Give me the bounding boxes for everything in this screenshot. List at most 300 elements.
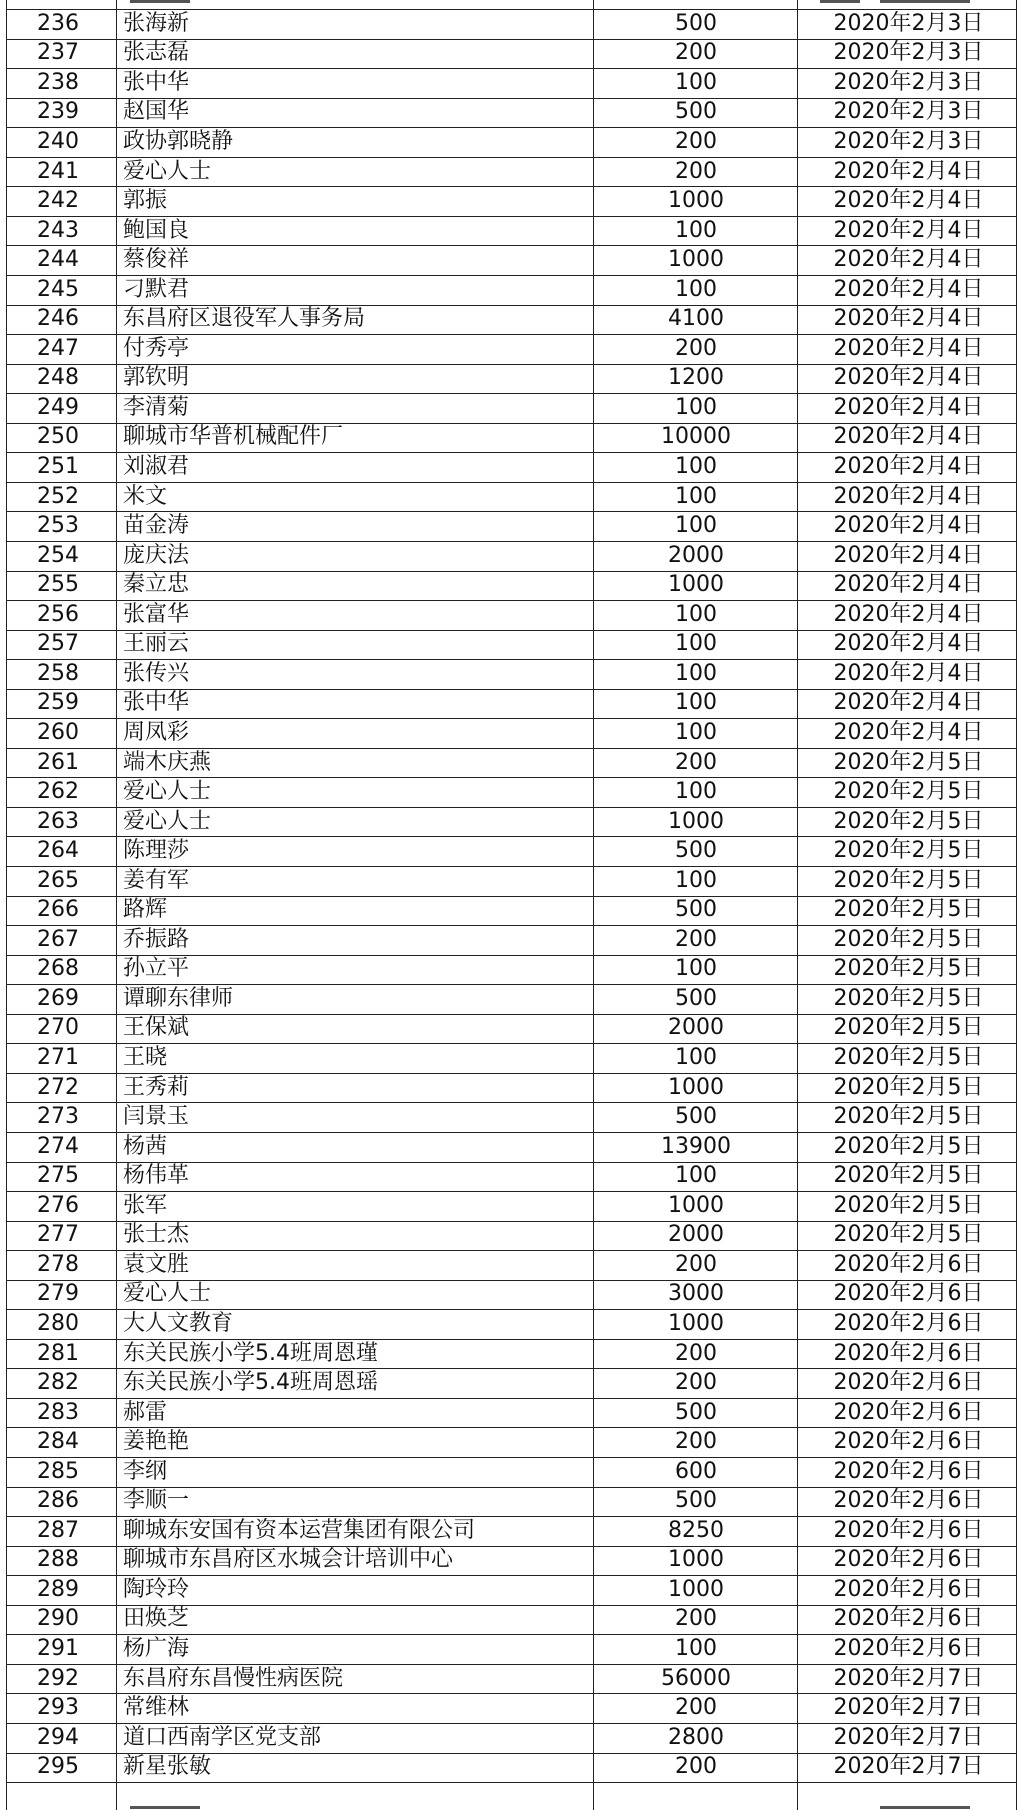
donor-name-cell: 米文 [123,483,168,509]
amount-cell: 100 [675,454,717,480]
date-cell: 2020年2月4日 [833,335,984,361]
table-row [0,1014,1017,1044]
amount-cell: 200 [675,1370,717,1396]
date-cell: 2020年2月5日 [833,779,984,805]
donor-name-cell: 聊城东安国有资本运营集团有限公司 [123,1517,476,1543]
cut-row-fragment-top [820,0,860,3]
table-row [0,777,1017,807]
row-number-cell: 274 [37,1133,79,1159]
amount-cell: 100 [675,867,717,893]
date-cell: 2020年2月4日 [833,660,984,686]
row-number-cell: 258 [37,660,79,686]
row-number-cell: 292 [37,1665,79,1691]
date-cell: 2020年2月4日 [833,454,984,480]
row-number-cell: 273 [37,1104,79,1130]
date-cell: 2020年2月4日 [833,158,984,184]
table-row [0,68,1017,98]
table-row [0,807,1017,837]
donor-name-cell: 袁文胜 [123,1251,190,1277]
row-number-cell: 287 [37,1517,79,1543]
table-row [0,216,1017,246]
row-number-cell: 238 [37,69,79,95]
amount-cell: 200 [675,335,717,361]
amount-cell: 500 [675,10,717,36]
table-row [0,511,1017,541]
table-row [0,600,1017,630]
date-cell: 2020年2月4日 [833,719,984,745]
row-number-cell: 259 [37,690,79,716]
table-row [0,984,1017,1014]
date-cell: 2020年2月7日 [833,1665,984,1691]
row-number-cell: 280 [37,1310,79,1336]
table-row [0,1250,1017,1280]
date-cell: 2020年2月6日 [833,1340,984,1366]
table-row [0,275,1017,305]
donor-name-cell: 张传兴 [123,660,190,686]
table-row [0,393,1017,423]
donor-name-cell: 杨茜 [123,1133,168,1159]
date-cell: 2020年2月7日 [833,1695,984,1721]
amount-cell: 100 [675,956,717,982]
row-number-cell: 284 [37,1429,79,1455]
amount-cell: 1000 [668,1576,724,1602]
table-row [0,1634,1017,1664]
donor-name-cell: 端木庆燕 [123,749,212,775]
date-cell: 2020年2月4日 [833,483,984,509]
date-cell: 2020年2月5日 [833,1015,984,1041]
table-row [0,1368,1017,1398]
row-number-cell: 265 [37,867,79,893]
amount-cell: 4100 [668,306,724,332]
date-cell: 2020年2月6日 [833,1517,984,1543]
amount-cell: 200 [675,749,717,775]
row-number-cell: 276 [37,1192,79,1218]
date-cell: 2020年2月5日 [833,838,984,864]
date-cell: 2020年2月5日 [833,1192,984,1218]
donor-name-cell: 聊城市华普机械配件厂 [123,424,344,450]
donor-name-cell: 郭钦明 [123,365,190,391]
donor-name-cell: 王秀莉 [123,1074,190,1100]
date-cell: 2020年2月5日 [833,1163,984,1189]
date-cell: 2020年2月3日 [833,99,984,125]
table-row [0,1605,1017,1635]
row-number-cell: 241 [37,158,79,184]
date-cell: 2020年2月4日 [833,306,984,332]
amount-cell: 200 [675,926,717,952]
donor-name-cell: 聊城市东昌府区水城会计培训中心 [123,1547,454,1573]
row-number-cell: 254 [37,542,79,568]
date-cell: 2020年2月4日 [833,572,984,598]
table-row [0,1073,1017,1103]
table-row [0,482,1017,512]
amount-cell: 1000 [668,1310,724,1336]
table-row [0,718,1017,748]
date-cell: 2020年2月3日 [833,128,984,154]
donor-name-cell: 政协郭晓静 [123,128,234,154]
donor-name-cell: 秦立忠 [123,572,190,598]
table-row [0,1457,1017,1487]
amount-cell: 500 [675,99,717,125]
row-number-cell: 242 [37,188,79,214]
table-row [0,925,1017,955]
row-number-cell: 290 [37,1606,79,1632]
date-cell: 2020年2月5日 [833,985,984,1011]
row-number-cell: 271 [37,1045,79,1071]
donor-name-cell: 周凤彩 [123,719,190,745]
amount-cell: 3000 [668,1281,724,1307]
row-number-cell: 264 [37,838,79,864]
cut-row-fragment-top [880,0,970,3]
date-cell: 2020年2月4日 [833,542,984,568]
amount-cell: 100 [675,690,717,716]
date-cell: 2020年2月5日 [833,926,984,952]
row-number-cell: 294 [37,1724,79,1750]
date-cell: 2020年2月6日 [833,1547,984,1573]
donor-name-cell: 爱心人士 [123,779,212,805]
table-row [0,1339,1017,1369]
donor-name-cell: 张军 [123,1192,168,1218]
amount-cell: 2000 [668,542,724,568]
amount-cell: 500 [675,1104,717,1130]
table-row [0,98,1017,128]
date-cell: 2020年2月6日 [833,1576,984,1602]
donor-name-cell: 苗金涛 [123,513,190,539]
date-cell: 2020年2月7日 [833,1754,984,1780]
amount-cell: 13900 [661,1133,731,1159]
donor-name-cell: 东关民族小学5.4班周恩瑶 [123,1370,378,1396]
row-number-cell: 278 [37,1251,79,1277]
row-number-cell: 291 [37,1636,79,1662]
amount-cell: 1000 [668,808,724,834]
row-number-cell: 263 [37,808,79,834]
table-row [0,305,1017,335]
row-number-cell: 252 [37,483,79,509]
table-row [0,157,1017,187]
date-cell: 2020年2月5日 [833,1074,984,1100]
amount-cell: 100 [675,1045,717,1071]
donor-name-cell: 李清菊 [123,394,190,420]
amount-cell: 100 [675,513,717,539]
date-cell: 2020年2月6日 [833,1636,984,1662]
amount-cell: 1000 [668,1192,724,1218]
date-cell: 2020年2月3日 [833,10,984,36]
donor-name-cell: 新星张敏 [123,1754,212,1780]
donor-name-cell: 孙立平 [123,956,190,982]
row-number-cell: 268 [37,956,79,982]
donor-name-cell: 道口西南学区党支部 [123,1724,322,1750]
row-number-cell: 248 [37,365,79,391]
table-row [0,896,1017,926]
row-number-cell: 236 [37,10,79,36]
table-row [0,748,1017,778]
date-cell: 2020年2月6日 [833,1251,984,1277]
table-row [0,836,1017,866]
date-cell: 2020年2月4日 [833,601,984,627]
amount-cell: 2800 [668,1724,724,1750]
row-number-cell: 261 [37,749,79,775]
amount-cell: 100 [675,217,717,243]
row-number-cell: 286 [37,1488,79,1514]
row-number-cell: 283 [37,1399,79,1425]
table-row [0,1191,1017,1221]
donor-name-cell: 蔡俊祥 [123,247,190,273]
date-cell: 2020年2月7日 [833,1724,984,1750]
donor-name-cell: 爱心人士 [123,158,212,184]
table-row [0,659,1017,689]
amount-cell: 500 [675,1488,717,1514]
date-cell: 2020年2月6日 [833,1429,984,1455]
amount-cell: 100 [675,601,717,627]
donor-name-cell: 张中华 [123,69,190,95]
amount-cell: 8250 [668,1517,724,1543]
donor-name-cell: 李顺一 [123,1488,190,1514]
table-row [0,1753,1017,1783]
date-cell: 2020年2月6日 [833,1458,984,1484]
table-row [0,1398,1017,1428]
amount-cell: 1000 [668,1074,724,1100]
amount-cell: 200 [675,1695,717,1721]
date-cell: 2020年2月5日 [833,867,984,893]
amount-cell: 100 [675,483,717,509]
date-cell: 2020年2月6日 [833,1399,984,1425]
date-cell: 2020年2月3日 [833,69,984,95]
date-cell: 2020年2月6日 [833,1488,984,1514]
amount-cell: 500 [675,838,717,864]
row-number-cell: 239 [37,99,79,125]
donor-name-cell: 张富华 [123,601,190,627]
grid-horizontal-line [6,1782,1017,1783]
amount-cell: 100 [675,631,717,657]
table-row [0,955,1017,985]
amount-cell: 200 [675,1754,717,1780]
row-number-cell: 260 [37,719,79,745]
donor-name-cell: 大人文教育 [123,1310,234,1336]
amount-cell: 200 [675,40,717,66]
row-number-cell: 247 [37,335,79,361]
date-cell: 2020年2月4日 [833,365,984,391]
row-number-cell: 262 [37,779,79,805]
donor-name-cell: 王丽云 [123,631,190,657]
amount-cell: 100 [675,779,717,805]
donor-name-cell: 赵国华 [123,99,190,125]
table-row [0,689,1017,719]
amount-cell: 500 [675,1399,717,1425]
amount-cell: 1200 [668,365,724,391]
row-number-cell: 251 [37,454,79,480]
date-cell: 2020年2月5日 [833,956,984,982]
amount-cell: 200 [675,1606,717,1632]
date-cell: 2020年2月5日 [833,1133,984,1159]
donor-name-cell: 爱心人士 [123,1281,212,1307]
row-number-cell: 245 [37,276,79,302]
date-cell: 2020年2月5日 [833,749,984,775]
donor-name-cell: 张志磊 [123,40,190,66]
table-row [0,541,1017,571]
row-number-cell: 246 [37,306,79,332]
table-row [0,1043,1017,1073]
donor-name-cell: 鲍国良 [123,217,190,243]
amount-cell: 1000 [668,572,724,598]
table-row [0,571,1017,601]
date-cell: 2020年2月4日 [833,513,984,539]
row-number-cell: 285 [37,1458,79,1484]
amount-cell: 500 [675,985,717,1011]
donor-name-cell: 杨广海 [123,1636,190,1662]
donor-name-cell: 郭振 [123,188,168,214]
donor-name-cell: 付秀亭 [123,335,190,361]
table-row [0,423,1017,453]
table-row [0,1162,1017,1192]
row-number-cell: 281 [37,1340,79,1366]
table-row [0,1309,1017,1339]
row-number-cell: 270 [37,1015,79,1041]
amount-cell: 100 [675,276,717,302]
donor-name-cell: 庞庆法 [123,542,190,568]
donor-name-cell: 东昌府区退役军人事务局 [123,306,366,332]
donor-name-cell: 姜艳艳 [123,1429,190,1455]
donor-name-cell: 姜有军 [123,867,190,893]
table-row [0,334,1017,364]
amount-cell: 100 [675,719,717,745]
cut-row-fragment-bottom [130,1806,200,1809]
row-number-cell: 249 [37,394,79,420]
date-cell: 2020年2月6日 [833,1281,984,1307]
table-row [0,127,1017,157]
row-number-cell: 256 [37,601,79,627]
amount-cell: 1000 [668,247,724,273]
row-number-cell: 255 [37,572,79,598]
table-row [0,1516,1017,1546]
cut-row-fragment-bottom [880,1806,970,1809]
row-number-cell: 295 [37,1754,79,1780]
amount-cell: 600 [675,1458,717,1484]
date-cell: 2020年2月4日 [833,631,984,657]
row-number-cell: 253 [37,513,79,539]
donor-name-cell: 陈理莎 [123,838,190,864]
row-number-cell: 293 [37,1695,79,1721]
table-row [0,1546,1017,1576]
amount-cell: 200 [675,128,717,154]
row-number-cell: 288 [37,1547,79,1573]
donor-name-cell: 王晓 [123,1045,168,1071]
amount-cell: 200 [675,1429,717,1455]
donor-name-cell: 刘淑君 [123,454,190,480]
date-cell: 2020年2月4日 [833,424,984,450]
donor-name-cell: 爱心人士 [123,808,212,834]
date-cell: 2020年2月4日 [833,217,984,243]
amount-cell: 200 [675,1251,717,1277]
row-number-cell: 289 [37,1576,79,1602]
donor-name-cell: 张士杰 [123,1222,190,1248]
donor-name-cell: 谭聊东律师 [123,985,234,1011]
amount-cell: 2000 [668,1015,724,1041]
table-row [0,1723,1017,1753]
date-cell: 2020年2月6日 [833,1370,984,1396]
amount-cell: 500 [675,897,717,923]
donor-name-cell: 田焕芝 [123,1606,190,1632]
row-number-cell: 269 [37,985,79,1011]
donor-name-cell: 郝雷 [123,1399,168,1425]
donor-name-cell: 刁默君 [123,276,190,302]
date-cell: 2020年2月6日 [833,1310,984,1336]
row-number-cell: 250 [37,424,79,450]
row-number-cell: 243 [37,217,79,243]
row-number-cell: 282 [37,1370,79,1396]
donor-name-cell: 东关民族小学5.4班周恩瑾 [123,1340,378,1366]
date-cell: 2020年2月4日 [833,247,984,273]
table-row [0,364,1017,394]
donor-name-cell: 王保斌 [123,1015,190,1041]
table-row [0,9,1017,39]
table-row [0,1280,1017,1310]
date-cell: 2020年2月5日 [833,1222,984,1248]
row-number-cell: 244 [37,247,79,273]
table-row [0,1132,1017,1162]
amount-cell: 1000 [668,1547,724,1573]
donor-name-cell: 陶玲玲 [123,1576,190,1602]
table-row [0,1427,1017,1457]
table-row [0,245,1017,275]
table-row [0,1221,1017,1251]
date-cell: 2020年2月4日 [833,188,984,214]
date-cell: 2020年2月4日 [833,394,984,420]
table-row [0,186,1017,216]
amount-cell: 100 [675,1163,717,1189]
date-cell: 2020年2月5日 [833,897,984,923]
row-number-cell: 279 [37,1281,79,1307]
cut-row-fragment-top [130,0,190,3]
donor-name-cell: 李纲 [123,1458,168,1484]
row-number-cell: 275 [37,1163,79,1189]
table-row [0,39,1017,69]
amount-cell: 100 [675,1636,717,1662]
table-row [0,1487,1017,1517]
row-number-cell: 267 [37,926,79,952]
amount-cell: 1000 [668,188,724,214]
date-cell: 2020年2月4日 [833,690,984,716]
donor-name-cell: 张海新 [123,10,190,36]
row-number-cell: 257 [37,631,79,657]
row-number-cell: 237 [37,40,79,66]
row-number-cell: 277 [37,1222,79,1248]
donor-name-cell: 路辉 [123,897,168,923]
donor-name-cell: 杨伟革 [123,1163,190,1189]
amount-cell: 100 [675,660,717,686]
donor-name-cell: 张中华 [123,690,190,716]
table-row [0,1693,1017,1723]
table-row [0,1664,1017,1694]
amount-cell: 200 [675,158,717,184]
table-row [0,630,1017,660]
table-row [0,452,1017,482]
donor-name-cell: 东昌府东昌慢性病医院 [123,1665,344,1691]
donor-name-cell: 常维林 [123,1695,190,1721]
date-cell: 2020年2月5日 [833,1104,984,1130]
date-cell: 2020年2月6日 [833,1606,984,1632]
amount-cell: 100 [675,69,717,95]
amount-cell: 2000 [668,1222,724,1248]
amount-cell: 10000 [661,424,731,450]
date-cell: 2020年2月5日 [833,1045,984,1071]
date-cell: 2020年2月5日 [833,808,984,834]
row-number-cell: 240 [37,128,79,154]
row-number-cell: 266 [37,897,79,923]
amount-cell: 56000 [661,1665,731,1691]
date-cell: 2020年2月4日 [833,276,984,302]
amount-cell: 100 [675,394,717,420]
donor-name-cell: 乔振路 [123,926,190,952]
table-row [0,866,1017,896]
